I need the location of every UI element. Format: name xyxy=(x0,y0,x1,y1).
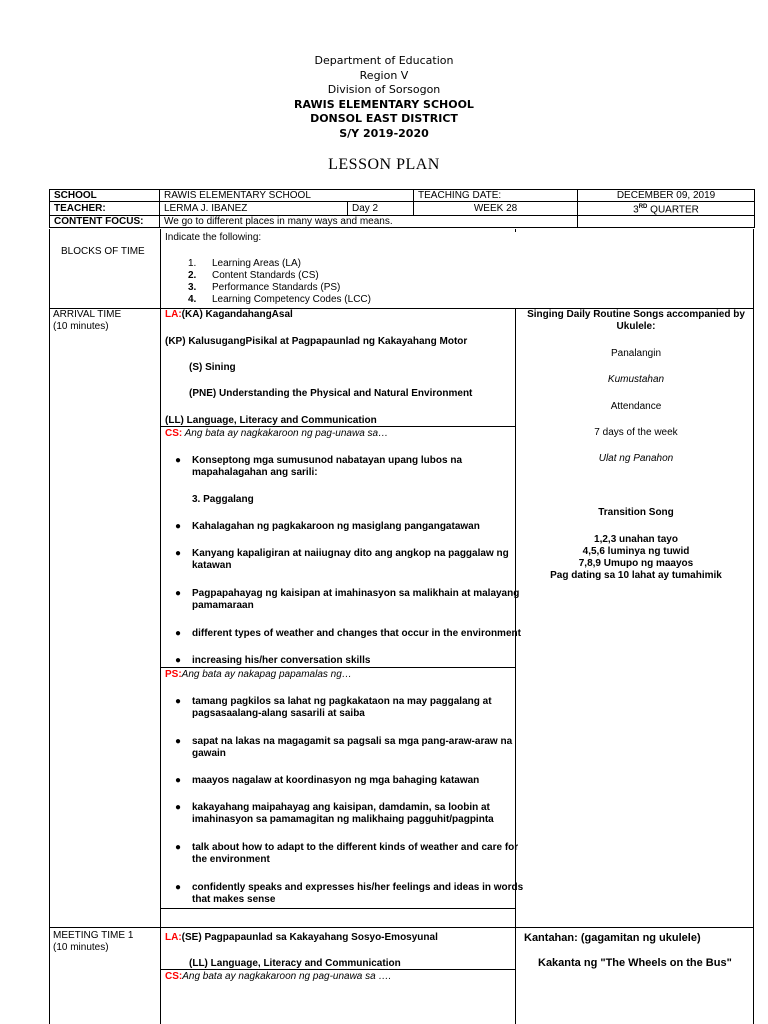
arrival-la xyxy=(165,309,293,321)
ps-bullet-item: ● tamang pagkilos sa lahat ng pagkakataon na may paggalang at pagsasaalang-alang sasarili at saiba xyxy=(175,696,492,719)
school-value: RAWIS ELEMENTARY SCHOOL xyxy=(160,190,414,202)
school-row xyxy=(50,190,755,202)
cs-text: Ang bata ay nagkakaroon ng pag-unawa sa …. xyxy=(182,971,392,982)
arrival-duration: (10 minutes) xyxy=(53,321,109,332)
blocks-of-time-row xyxy=(49,229,754,309)
document-header xyxy=(0,54,768,141)
blocks-item-text: Performance Standards (PS) xyxy=(212,282,341,293)
teaching-date-label: TEACHING DATE: xyxy=(414,190,578,202)
content-focus-empty xyxy=(578,216,755,228)
quarter-number: 3 xyxy=(633,204,639,216)
cs-bullet-item: ● Kahalagahan ng pagkakaroon ng masiglang pangangatawan xyxy=(175,521,480,532)
activity-panalangin: Panalangin xyxy=(610,348,662,359)
ps-bullet-item: ● confidently speaks and expresses his/her feelings and ideas in words that makes sense xyxy=(175,882,524,905)
arrival-ps xyxy=(165,669,352,681)
info-table xyxy=(49,189,755,228)
meeting-duration: (10 minutes) xyxy=(53,942,109,953)
arrival-cs xyxy=(165,428,388,440)
kantahan-line xyxy=(524,932,701,944)
transition-line: 1,2,3 unahan tayo xyxy=(594,534,678,545)
activity-attendance: Attendance xyxy=(610,401,662,412)
meeting-cs xyxy=(165,971,391,983)
school-year-line: S/Y 2019-2020 xyxy=(339,126,429,140)
ps-bullet-item: ● sapat na lakas na magagamit sa pagsali sa mga pang-araw-araw na gawain xyxy=(175,736,513,759)
teacher-value: LERMA J. IBANEZ xyxy=(160,202,348,216)
activity-kumustahan: Kumustahan xyxy=(607,374,665,385)
week-value: WEEK 28 xyxy=(414,202,578,216)
teacher-label: TEACHER: xyxy=(50,202,160,216)
quarter-value xyxy=(578,202,755,216)
kantahan-note: (gagamitan ng ukulele) xyxy=(577,932,701,944)
songs-heading: Singing Daily Routine Songs accompanied by Ukulele: xyxy=(527,309,745,332)
kantahan-label: Kantahan: xyxy=(524,932,578,944)
blocks-of-time-label: BLOCKS OF TIME xyxy=(61,246,145,257)
quarter-superscript: RD xyxy=(638,204,648,210)
cs-prefix: CS: xyxy=(165,428,183,439)
division-line: Division of Sorsogon xyxy=(327,83,441,96)
content-focus-value: We go to different places in many ways and means. xyxy=(160,216,578,228)
cs-bullet-item: ● different types of weather and changes that occur in the environment xyxy=(175,628,521,639)
teacher-row xyxy=(50,202,755,216)
cs-bullet-item: ● increasing his/her conversation skills xyxy=(175,655,371,666)
content-focus-label: CONTENT FOCUS: xyxy=(50,216,160,228)
school-label: SCHOOL xyxy=(50,190,160,202)
cs-text: Ang bata ay nagkakaroon ng pag-unawa sa… xyxy=(182,428,389,439)
quarter-label: QUARTER xyxy=(650,204,699,216)
school-line: RAWIS ELEMENTARY SCHOOL xyxy=(294,97,474,111)
ps-bullet-item: ● talk about how to adapt to the different kinds of weather and care for the environment xyxy=(175,842,519,865)
cs-bullet-item: ● Pagpapahayag ng kaisipan at imahinasyon sa malikhain at malayang pamamaraan xyxy=(175,588,520,611)
blocks-item-text: Content Standards (CS) xyxy=(212,270,319,281)
ps-bullet-item: ● maayos nagalaw at koordinasyon ng mga bahaging katawan xyxy=(175,775,480,786)
ps-prefix: PS: xyxy=(165,669,182,680)
district-line: DONSOL EAST DISTRICT xyxy=(310,112,458,125)
transition-line: Pag dating sa 10 lahat ay tumahimik xyxy=(550,570,722,581)
cs-prefix: CS: xyxy=(165,971,183,982)
cs-sub-item: 3. Paggalang xyxy=(192,494,254,505)
cs-bullet-item: ● Kanyang kapaligiran at naiiugnay dito ang angkop na paggalaw ng katawan xyxy=(175,548,509,571)
blocks-item-text: Learning Competency Codes (LCC) xyxy=(212,294,371,305)
meeting-ll: (LL) Language, Literacy and Communication xyxy=(189,958,401,969)
transition-song-heading: Transition Song xyxy=(598,507,674,518)
teaching-date-value: DECEMBER 09, 2019 xyxy=(578,190,755,202)
la-prefix: LA: xyxy=(165,309,182,320)
la-text: (KA) KagandahangAsal xyxy=(181,309,293,320)
department-line: Department of Education xyxy=(314,54,454,67)
meeting-time-label: MEETING TIME 1 xyxy=(53,930,134,941)
blocks-item-num: 3. xyxy=(188,282,197,293)
arrival-sining: (S) Sining xyxy=(189,362,236,373)
ps-bullet-item: ● kakayahang maipahayag ang kaisipan, damdamin, sa loobin at imahinasyon sa pamamagitan ng malikhaing pagguhit/pagpinta xyxy=(175,802,494,825)
la-prefix: LA: xyxy=(165,932,182,943)
indicate-text: Indicate the following: xyxy=(165,232,262,243)
kakanta-line: Kakanta ng "The Wheels on the Bus" xyxy=(538,957,732,969)
blocks-item-num: 2. xyxy=(188,270,197,281)
transition-line: 7,8,9 Umupo ng maayos xyxy=(578,558,694,569)
cs-bullet-item: ● Konseptong mga sumusunod nabatayan upang lubos na mapahalagahan ang sarili: xyxy=(175,455,463,478)
activity-ulat-ng-panahon: Ulat ng Panahon xyxy=(598,453,674,464)
ps-text: Ang bata ay nakapag papamalas ng… xyxy=(181,669,352,680)
arrival-pne: (PNE) Understanding the Physical and Natural Environment xyxy=(189,388,473,399)
arrival-kp: (KP) KalusugangPisikal at Pagpapaunlad ng Kakayahang Motor xyxy=(165,336,468,347)
blocks-item-text: Learning Areas (LA) xyxy=(212,258,301,269)
page-title: LESSON PLAN xyxy=(328,156,440,173)
content-focus-row xyxy=(50,216,755,228)
arrival-time-label: ARRIVAL TIME xyxy=(53,309,122,320)
day-value: Day 2 xyxy=(348,202,414,216)
region-line: Region V xyxy=(359,68,409,82)
blocks-item-num: 1. xyxy=(188,258,197,269)
transition-line: 4,5,6 luminya ng tuwid xyxy=(582,546,690,557)
la-text: (SE) Pagpapaunlad sa Kakayahang Sosyo-Emosyunal xyxy=(181,932,438,943)
meeting-la xyxy=(165,932,438,944)
arrival-ll: (LL) Language, Literacy and Communication xyxy=(165,415,377,426)
blocks-item-num: 4. xyxy=(188,294,197,305)
activity-days-of-week: 7 days of the week xyxy=(594,427,678,438)
